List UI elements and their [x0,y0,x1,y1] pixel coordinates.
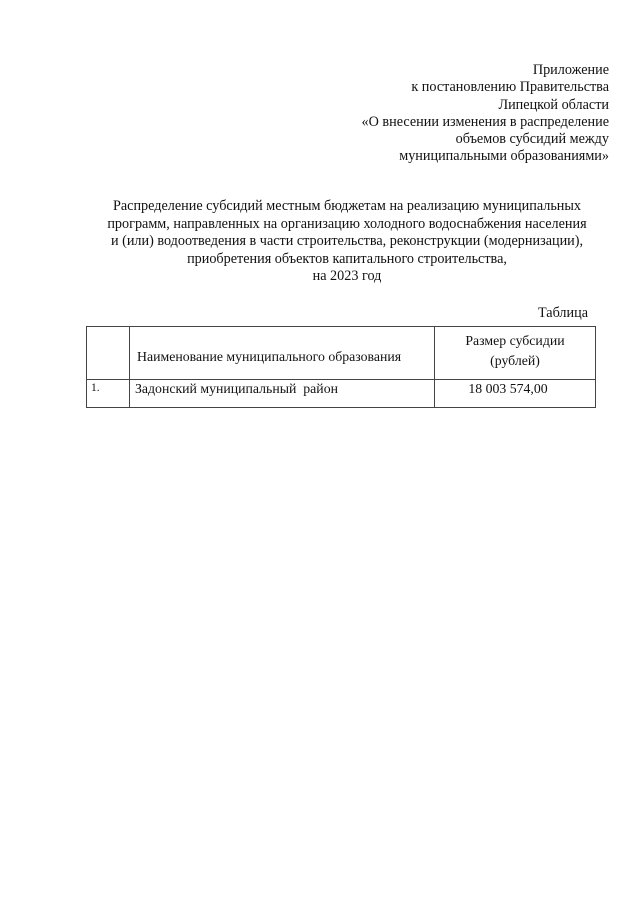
appendix-line: объемов субсидий между [455,131,609,148]
header-amount-unit: (рублей) [490,353,540,368]
table-row [87,380,596,408]
header-number-cell [87,327,130,380]
appendix-line: муниципальными образованиями» [399,148,609,165]
row-number-cell: 1. [87,380,130,408]
title-line: Распределение субсидий местным бюджетам на реализацию муниципальных [112,198,582,214]
title-line: приобретения объектов капитального строительства, [187,250,507,267]
document-title [86,198,608,286]
appendix-line: «О внесении изменения в распределение [361,113,609,130]
table-header-row [87,327,596,380]
subsidy-table [86,326,596,408]
appendix-line: к постановлению Правительства [411,79,609,96]
title-line: и (или) водоотведения в части строительства, реконструкции (модернизации), [110,233,584,250]
row-amount-cell: 18 003 574,00 [435,380,596,408]
appendix-line: Липецкой области [498,96,609,113]
appendix-line: Приложение [532,62,609,78]
header-amount-cell [435,327,596,380]
row-name-cell: Задонский муниципальный район [130,380,435,408]
header-name-cell: Наименование муниципального образования [130,327,435,380]
appendix-header [289,62,609,166]
title-line: на 2023 год [312,268,382,285]
header-amount-line: Размер субсидии [465,333,565,348]
title-line: программ, направленных на организацию холодного водоснабжения населения [107,215,587,232]
table-caption: Таблица [537,305,588,321]
